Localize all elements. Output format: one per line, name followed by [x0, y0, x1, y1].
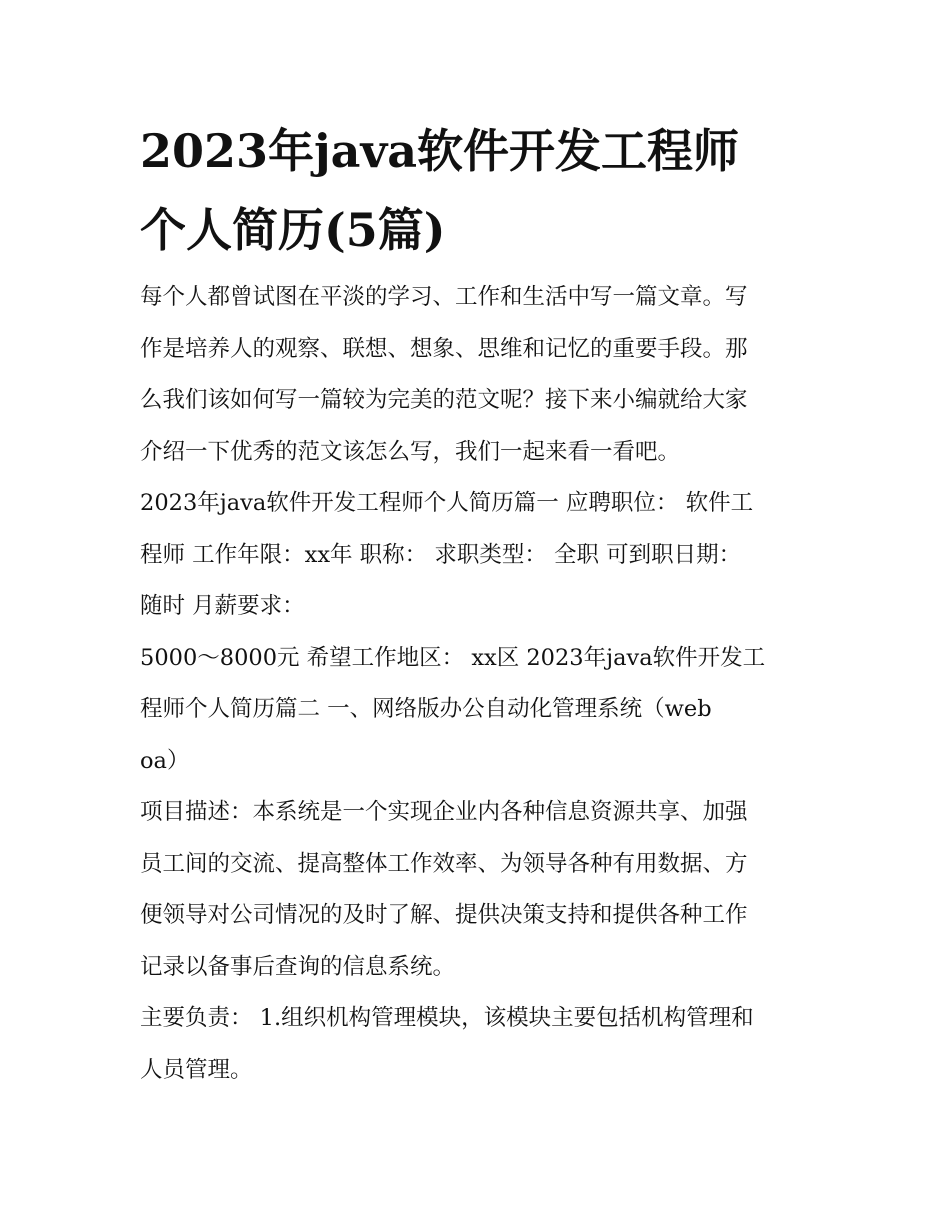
document-page [140, 112, 812, 1096]
text-line: 作是培养人的观察、联想、想象、思维和记忆的重要手段。那 [140, 335, 748, 362]
text-line: 便领导对公司情况的及时了解、提供决策支持和提供各种工作 [140, 902, 748, 928]
responsibilities-paragraph [140, 993, 812, 1096]
text-line: 么我们该如何写一篇较为完美的范文呢？接下来小编就给大家 [140, 387, 748, 413]
text-line: 2023年java软件开发工程师个人简历篇一 应聘职位： 软件工 [140, 490, 754, 516]
title-line: 2023年java软件开发工程师 [140, 124, 740, 178]
text-line: 5000～8000元 希望工作地区： xx区 2023年java软件开发工 [140, 644, 766, 671]
text-line: 程师 工作年限：xx年 职称： 求职类型： 全职 可到职日期： [140, 541, 742, 568]
text-line: 程师个人简历篇二 一、网络版办公自动化管理系统（web [140, 696, 712, 722]
text-line: 项目描述：本系统是一个实现企业内各种信息资源共享、加强 [140, 799, 748, 825]
text-line: 人员管理。 [140, 1056, 253, 1083]
text-line: 介绍一下优秀的范文该怎么写，我们一起来看一看吧。 [140, 438, 681, 465]
title-line: 个人简历(5篇) [140, 203, 446, 257]
text-line: oa） [140, 747, 190, 774]
document-title [140, 112, 780, 270]
resume-two-paragraph [140, 633, 812, 788]
resume-one-paragraph [140, 478, 812, 633]
text-line: 员工间的交流、提高整体工作效率、为领导各种有用数据、方 [140, 850, 748, 877]
text-line: 记录以备事后查询的信息系统。 [140, 953, 456, 980]
text-line: 主要负责： 1.组织机构管理模块，该模块主要包括机构管理和 [140, 1005, 754, 1031]
project-description-paragraph [140, 787, 812, 993]
text-line: 随时 月薪要求： [140, 593, 305, 619]
intro-paragraph [140, 272, 812, 478]
text-line: 每个人都曾试图在平淡的学习、工作和生活中写一篇文章。写 [140, 284, 748, 310]
